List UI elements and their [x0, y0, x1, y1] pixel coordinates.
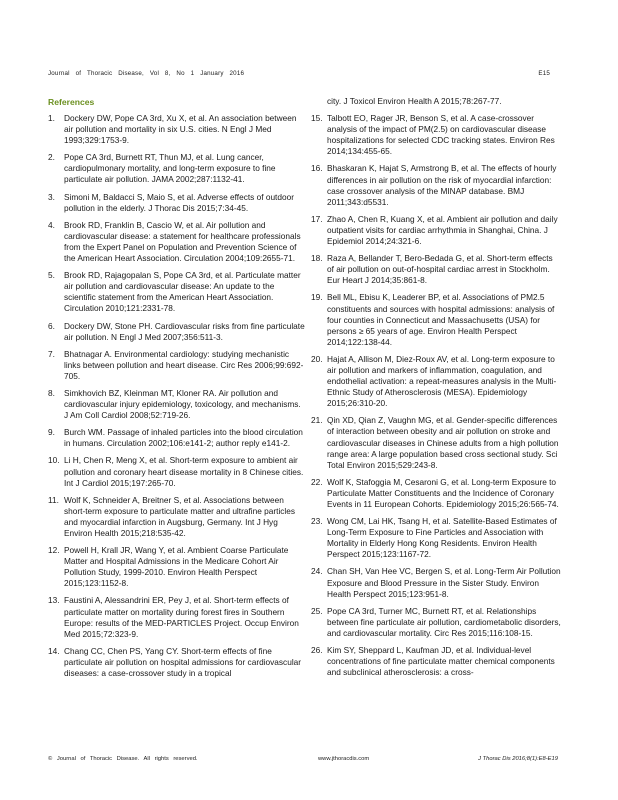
reference-number: 12. [48, 545, 60, 556]
reference-number: 3. [48, 191, 55, 202]
reference-number: 17. [311, 213, 323, 224]
reference-item [48, 220, 306, 264]
reference-item [311, 253, 561, 286]
reference-item [311, 566, 561, 599]
reference-text: Zhao A, Chen R, Kuang X, et al. Ambient air pollution and daily outpatient visits for cardiac arrhythmia in Shanghai, China. J Epidemiol 2014;24:321-6. [327, 213, 558, 247]
reference-number: 18. [311, 253, 323, 264]
reference-text: Wong CM, Lai HK, Tsang H, et al. Satellite-Based Estimates of Long-Term Exposure to Fine Particles and Association with Mortality in Elderly Hong Kong Residents. Environ Health Perspect 2015;123:1167-72. [327, 516, 557, 560]
reference-text: Brook RD, Franklin B, Cascio W, et al. Air pollution and cardiovascular disease: a statement for healthcare professionals from the Expert Panel on Population and Prevention Science of the American Heart Association. Circulation 2004;109:2655-71. [64, 219, 301, 264]
reference-number: 14. [48, 645, 60, 656]
reference-number: 1. [48, 113, 55, 123]
reference-item [48, 545, 306, 589]
reference-text: Chan SH, Van Hee VC, Bergen S, et al. Long-Term Air Pollution Exposure and Blood Pressure in the Sister Study. Environ Health Perspect 2015;123:951-8. [327, 566, 561, 599]
reference-item [311, 214, 561, 247]
reference-text: Bhaskaran K, Hajat S, Armstrong B, et al. The effects of hourly differences in air pollution on the risk of myocardial infarction: case crossover analysis of the MINAP database. BMJ 2011;343:d5531. [327, 163, 557, 207]
reference-text: Wolf K, Stafoggia M, Cesaroni G, et al. Long-term Exposure to Particulate Matter Constituents and the Incidence of Coronary Events in 11 European Cohorts. Epidemiology 2015;26:565-74. [327, 476, 559, 509]
reference-number: 22. [311, 476, 323, 487]
reference-text: Raza A, Bellander T, Bero-Bedada G, et al. Short-term effects of air pollution on out-of-hospital cardiac arrest in Stockholm. Eur Heart J 2014;35:861-8. [327, 253, 553, 286]
reference-list-right [311, 96, 561, 678]
journal-url: www.jthoracdis.com [318, 756, 370, 762]
reference-item [311, 292, 561, 347]
reference-item [311, 516, 561, 560]
reference-text: Dockery DW, Stone PH. Cardiovascular risks from fine particulate air pollution. N Engl J Med 2007;356:511-3. [64, 320, 305, 342]
reference-number: 4. [48, 219, 55, 230]
reference-number: 10. [48, 455, 60, 466]
reference-item [48, 113, 306, 146]
reference-number: 21. [311, 415, 323, 426]
reference-list-left [48, 113, 306, 679]
reference-text: Wolf K, Schneider A, Breitner S, et al. Associations between short-term exposure to particulate matter and ultrafine particles and myocardial infarction in Augsburg, Germany. Int J Hyg Environ Health 2015;218:535-42. [64, 494, 296, 538]
reference-item [48, 152, 306, 185]
reference-item [48, 646, 306, 679]
reference-text: Kim SY, Sheppard L, Kaufman JD, et al. Individual-level concentrations of fine particulate matter chemical components and subclinical atherosclerosis: a cross- [327, 645, 555, 678]
reference-text: Brook RD, Rajagopalan S, Pope CA 3rd, et al. Particulate matter air pollution and cardiovascular disease: An update to the scientific statement from the American Heart Association. Circulation 2010;121:2331-78. [64, 270, 301, 314]
reference-text: Bhatnagar A. Environmental cardiology: studying mechanistic links between pollution and heart disease. Circ Res 2006;99:692-705. [64, 348, 304, 381]
reference-number: 11. [48, 494, 59, 505]
reference-number: 23. [311, 516, 323, 527]
reference-item [311, 645, 561, 678]
reference-item [311, 354, 561, 409]
reference-number: 5. [48, 270, 55, 281]
reference-number: 25. [311, 605, 323, 616]
reference-item [48, 595, 306, 639]
reference-item [48, 349, 306, 382]
reference-number: 24. [311, 566, 323, 577]
reference-item [311, 113, 561, 157]
reference-item [48, 495, 306, 539]
reference-item [48, 388, 306, 421]
journal-title: Journal of Thoracic Disease, Vol 8, No 1 January 2016 [48, 70, 245, 77]
reference-item [311, 96, 561, 107]
reference-number: 7. [48, 348, 55, 359]
reference-number: 13. [48, 595, 60, 606]
reference-item [311, 163, 561, 207]
reference-text: Pope CA 3rd, Burnett RT, Thun MJ, et al. Lung cancer, cardiopulmonary mortality, and long-term exposure to fine particulate air pollution. JAMA 2002;287:1132-41. [64, 152, 276, 185]
reference-number: 9. [48, 427, 55, 438]
reference-text: Powell H, Krall JR, Wang Y, et al. Ambient Coarse Particulate Matter and Hospital Admissions in the Medicare Cohort Air Pollution Study, 1999-2010. Environ Health Perspect 2015;123:1152-8. [64, 545, 289, 589]
reference-item [311, 415, 561, 470]
page-citation: J Thorac Dis 2016;8(1):E8-E19 [478, 756, 558, 762]
reference-text: Hajat A, Allison M, Diez-Roux AV, et al. Long-term exposure to air pollution and markers of inflammation, coagulation, and endothelial activation: a repeat-measures analysis in the Multi-Ethnic Study of Atherosclerosis (MESA). Epidemiology 2015;26:310-20. [327, 353, 557, 409]
right-column [311, 96, 561, 684]
reference-text: Chang CC, Chen PS, Yang CY. Short-term effects of fine particulate air pollution on hospital admissions for cardiovascular diseases: a case-crossover study in a tropical [64, 645, 302, 679]
reference-number: 19. [311, 292, 323, 303]
reference-text: Burch WM. Passage of inhaled particles into the blood circulation in humans. Circulation 2002;106:e141-2; author reply e141-2. [64, 427, 303, 449]
reference-number: 26. [311, 645, 323, 656]
reference-item [311, 477, 561, 510]
reference-text: city. J Toxicol Environ Health A 2015;78:267-77. [327, 96, 502, 106]
reference-text: Dockery DW, Pope CA 3rd, Xu X, et al. An association between air pollution and mortality in six U.S. cities. N Engl J Med 1993;329:1753-9. [64, 113, 297, 146]
reference-item [48, 192, 306, 214]
reference-number: 2. [48, 152, 55, 163]
page-number: E15 [538, 70, 550, 77]
references-heading: References [48, 97, 95, 107]
reference-number: 8. [48, 387, 55, 398]
reference-text: Simoni M, Baldacci S, Maio S, et al. Adverse effects of outdoor pollution in the elderly. J Thorac Dis 2015;7:34-45. [64, 191, 294, 213]
reference-text: Li H, Chen R, Meng X, et al. Short-term exposure to ambient air pollution and coronary heart disease mortality in 8 Chinese cities. Int J Cardiol 2015;197:265-70. [64, 455, 304, 488]
reference-text: Simkhovich BZ, Kleinman MT, Kloner RA. Air pollution and cardiovascular injury epidemiology, toxicology, and mechanisms. J Am Coll Cardiol 2008;52:719-26. [64, 387, 301, 421]
running-header [48, 70, 550, 82]
reference-item [48, 427, 306, 449]
reference-text: Faustini A, Alessandrini ER, Pey J, et al. Short-term effects of particulate matter on mortality during forest fires in Southern Europe: results of the MED-PARTICLES Project. Occup Environ Med 2015;72:323-9. [64, 595, 299, 639]
left-column [48, 113, 306, 685]
reference-item [311, 606, 561, 639]
reference-number: 6. [48, 320, 55, 331]
reference-item [48, 321, 306, 343]
reference-item [48, 270, 306, 314]
reference-item [48, 455, 306, 488]
reference-text: Qin XD, Qian Z, Vaughn MG, et al. Gender-specific differences of interaction between obesity and air pollution on stroke and cardiovascular diseases in Chinese adults from a high pollution range area: A large population based cross sectional study. Sci Total Environ 2015;529:243-8. [327, 415, 559, 470]
reference-number: 15. [311, 113, 323, 124]
reference-text: Bell ML, Ebisu K, Leaderer BP, et al. Associations of PM2.5 constituents and sources with hospital admissions: analysis of four counties in Connecticut and Massachusetts (USA) for persons ≥ 65 years of age. Environ Health Perspect 2014;122:138-44. [327, 292, 555, 347]
reference-number: 20. [311, 353, 323, 364]
page-footer [48, 756, 558, 766]
copyright-notice: © Journal of Thoracic Disease. All rights reserved. [48, 756, 198, 762]
reference-text: Pope CA 3rd, Turner MC, Burnett RT, et al. Relationships between fine particulate air pollution, cardiometabolic disorders, and cardiovascular mortality. Circ Res 2015;116:108-15. [327, 605, 561, 638]
reference-number: 16. [311, 163, 323, 174]
reference-text: Talbott EO, Rager JR, Benson S, et al. A case-crossover analysis of the impact of PM(2.5) on cardiovascular disease hospitalizations for selected CDC tracking states. Environ Res 2014;134:455-65. [327, 113, 555, 157]
